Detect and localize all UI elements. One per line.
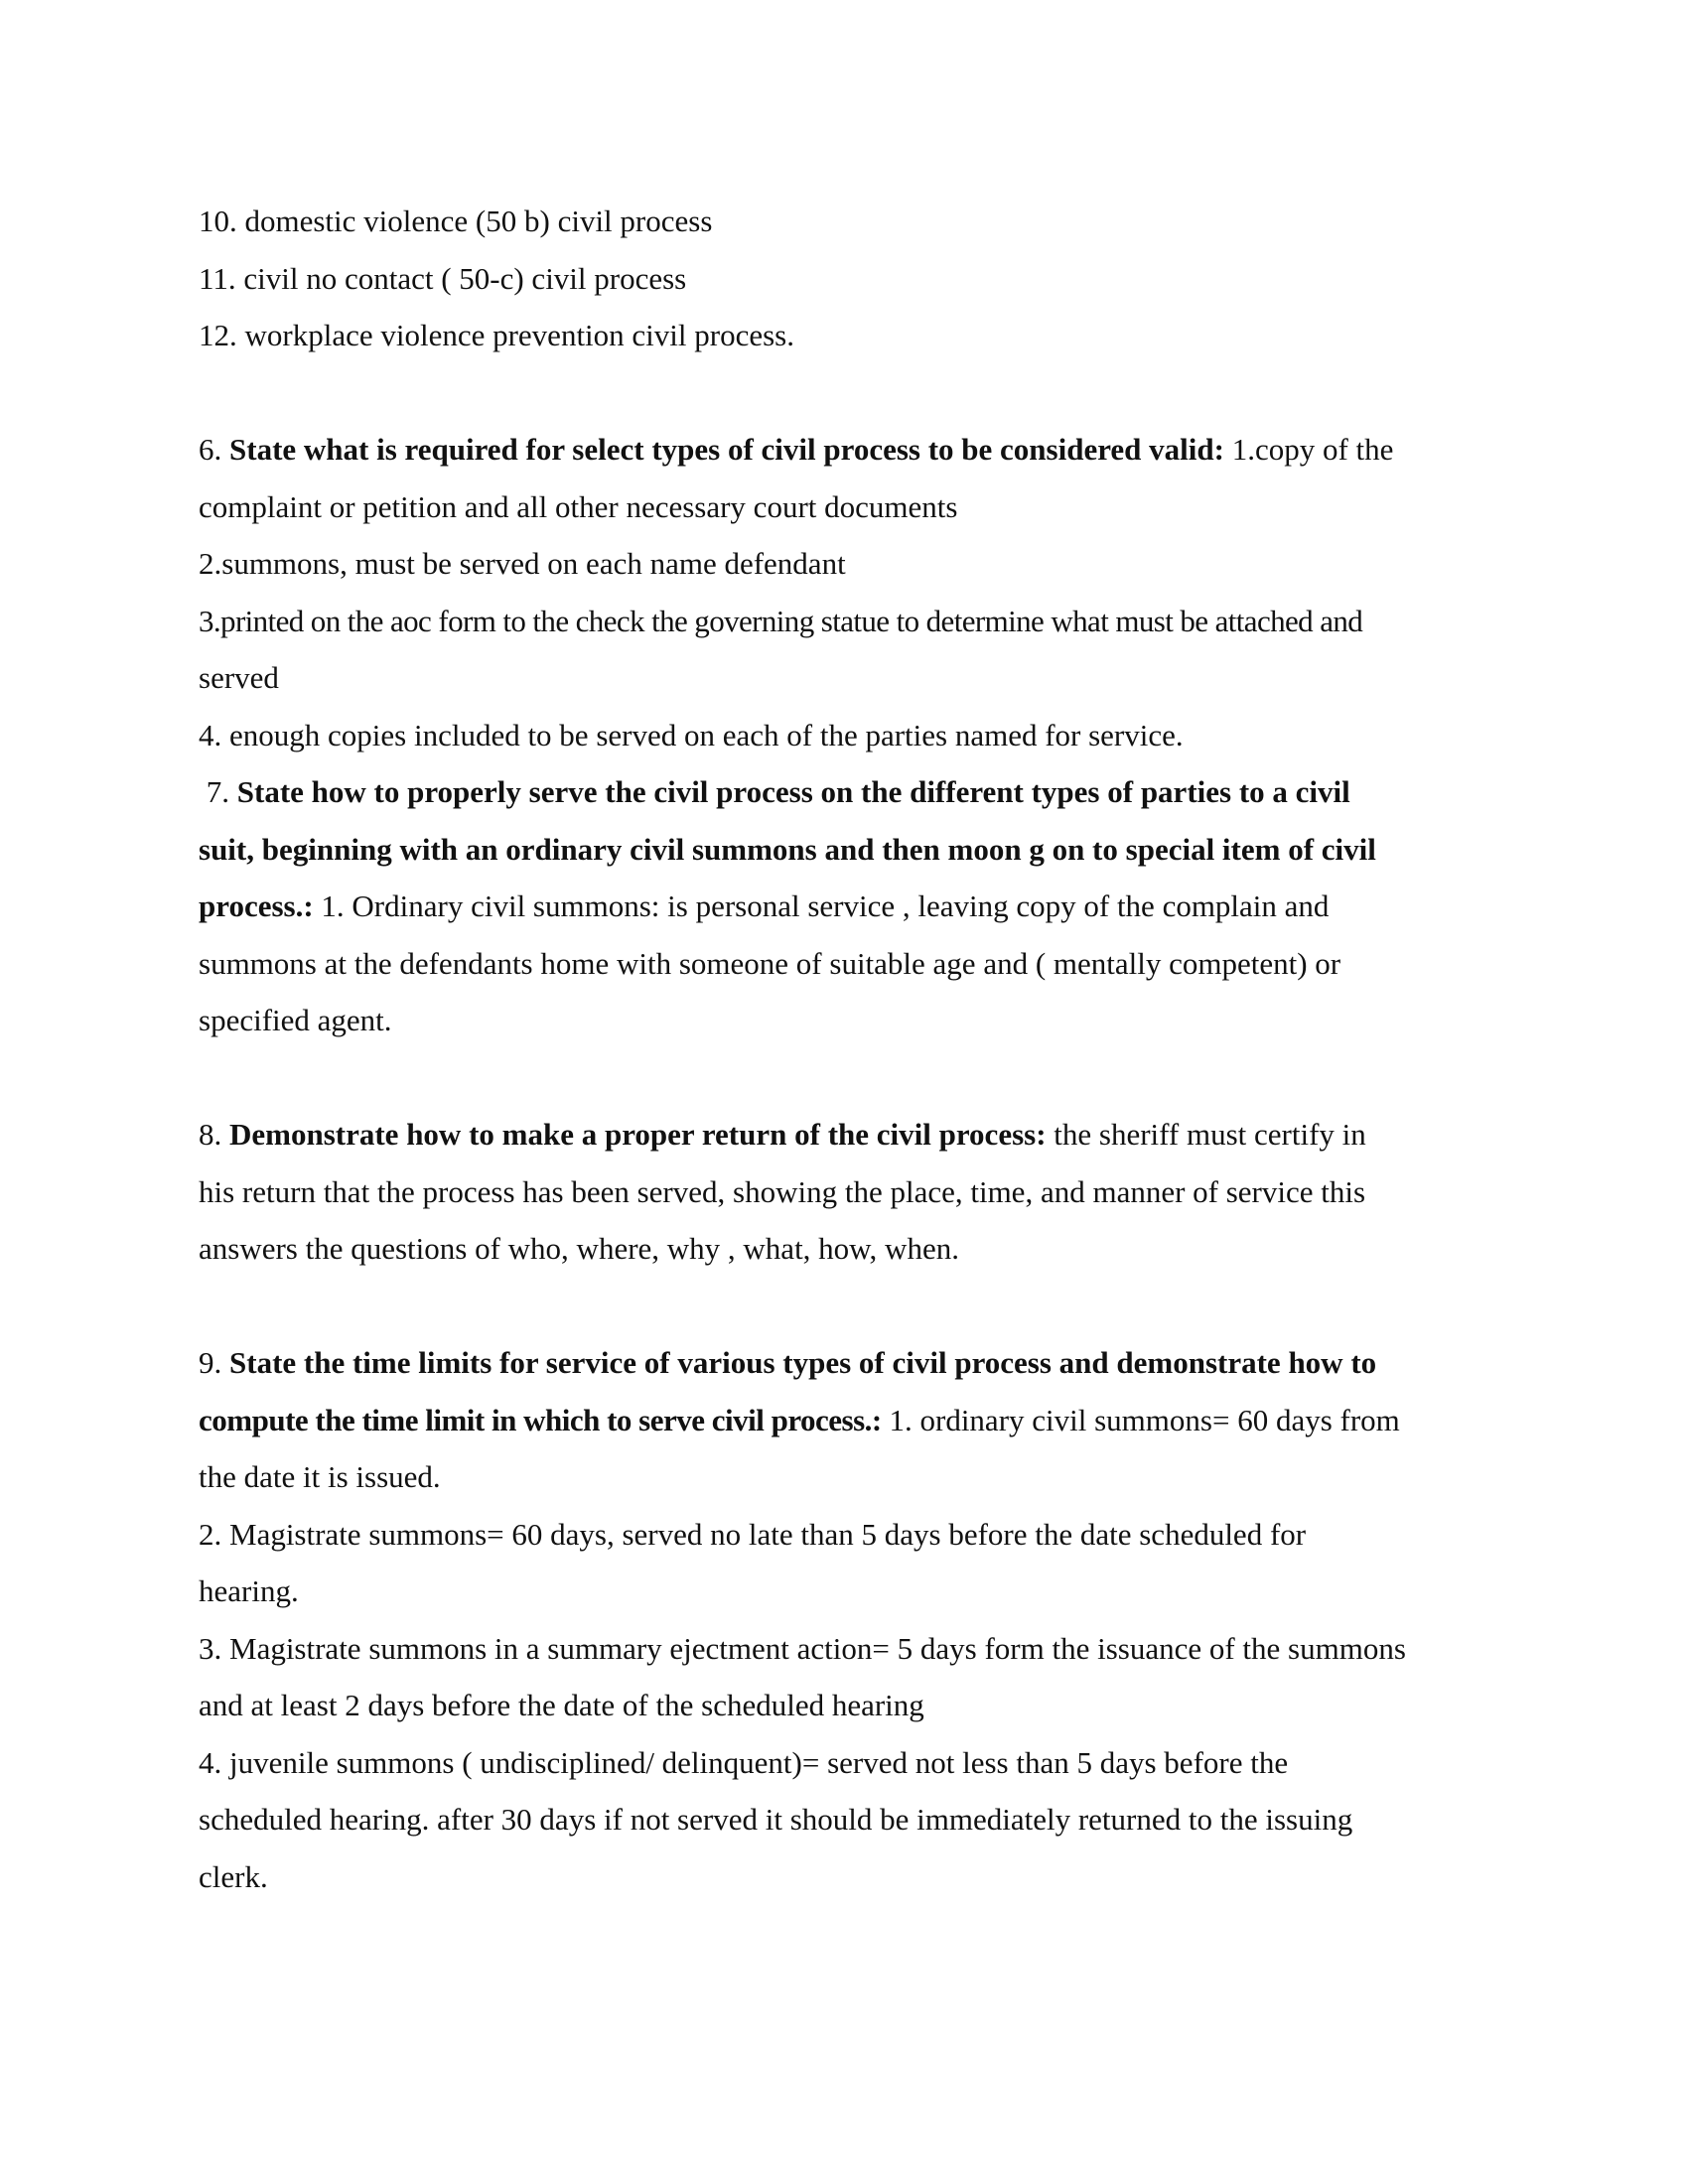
q7-heading-line: process.:	[199, 888, 314, 923]
q6-answer-line: 2.summons, must be served on each name defendant	[199, 546, 846, 581]
q7-number: 7.	[206, 774, 229, 809]
q7-first-line	[199, 763, 1489, 821]
q9-heading-line: compute the time limit in which to serve civil process.:	[199, 1402, 882, 1437]
q9-answer-line: 3. Magistrate summons in a summary ejectment action= 5 days form the issuance of the summons	[199, 1630, 1406, 1666]
q7-heading-cont	[199, 821, 1489, 879]
q8-number: 8.	[199, 1117, 222, 1152]
q8-answer-line: his return that the process has been served, showing the place, time, and manner of service this	[199, 1173, 1366, 1209]
q6-answer-line: complaint or petition and all other necessary court documents	[199, 488, 958, 524]
q9-answer-line: the date it is issued.	[199, 1459, 441, 1494]
paragraph-spacer	[199, 1049, 1489, 1107]
list-item-10: 10. domestic violence (50 b) civil process	[199, 204, 713, 238]
q9-first-line	[199, 1334, 1489, 1392]
q9-answer-line: 1. ordinary civil summons= 60 days from	[889, 1402, 1400, 1437]
q7-heading-line: suit, beginning with an ordinary civil summons and then moon g on to special item of civil	[199, 831, 1376, 867]
q6-answer-line: 1.copy of the	[1231, 432, 1394, 467]
q8-answer-line: the sheriff must certify in	[1054, 1117, 1366, 1152]
q9-heading-line: State the time limits for service of various types of civil process and demonstrate how to	[229, 1345, 1377, 1380]
q7-answer-line: 1. Ordinary civil summons: is personal service , leaving copy of the complain and	[321, 888, 1330, 923]
list-item-11: 11. civil no contact ( 50-c) civil process	[199, 260, 687, 296]
q6-first-line	[199, 421, 1489, 478]
q6-answer-line: served	[199, 660, 279, 695]
q9-answer-line: 2. Magistrate summons= 60 days, served no late than 5 days before the date scheduled for	[199, 1516, 1307, 1552]
q9-answer-line: hearing.	[199, 1573, 299, 1608]
q9-answer-line: clerk.	[199, 1858, 268, 1894]
q7-answer-line: summons at the defendants home with someone of suitable age and ( mentally competent) or	[199, 945, 1341, 981]
q9-answer-line: 4. juvenile summons ( undisciplined/ delinquent)= served not less than 5 days before the	[199, 1744, 1289, 1780]
q6-heading: State what is required for select types of civil process to be considered valid:	[229, 432, 1224, 467]
q9-answer-line: and at least 2 days before the date of the scheduled hearing	[199, 1688, 924, 1722]
q9-answer-line: scheduled hearing. after 30 days if not served it should be immediately returned to the issuing	[199, 1802, 1353, 1837]
q9-number: 9.	[199, 1345, 222, 1380]
q9-heading-end	[199, 1392, 1489, 1449]
q7-heading-line: State how to properly serve the civil process on the different types of parties to a civil	[236, 774, 1350, 809]
list-item-12: 12. workplace violence prevention civil process.	[199, 318, 794, 352]
paragraph-spacer	[199, 1278, 1489, 1335]
q6-answer-line: 3.printed on the aoc form to the check the governing statue to determine what must be attached and	[199, 603, 1363, 638]
paragraph-spacer	[199, 364, 1489, 422]
q7-heading-end	[199, 878, 1489, 935]
q8-heading: Demonstrate how to make a proper return of the civil process:	[229, 1117, 1047, 1152]
q8-answer-line: answers the questions of who, where, why , what, how, when.	[199, 1231, 959, 1266]
q7-answer-line: specified agent.	[199, 1003, 392, 1037]
q6-answer-line: 4. enough copies included to be served on each of the parties named for service.	[199, 717, 1184, 752]
document-body	[199, 193, 1489, 1905]
q8-first-line	[199, 1106, 1489, 1163]
q6-number: 6.	[199, 432, 222, 467]
